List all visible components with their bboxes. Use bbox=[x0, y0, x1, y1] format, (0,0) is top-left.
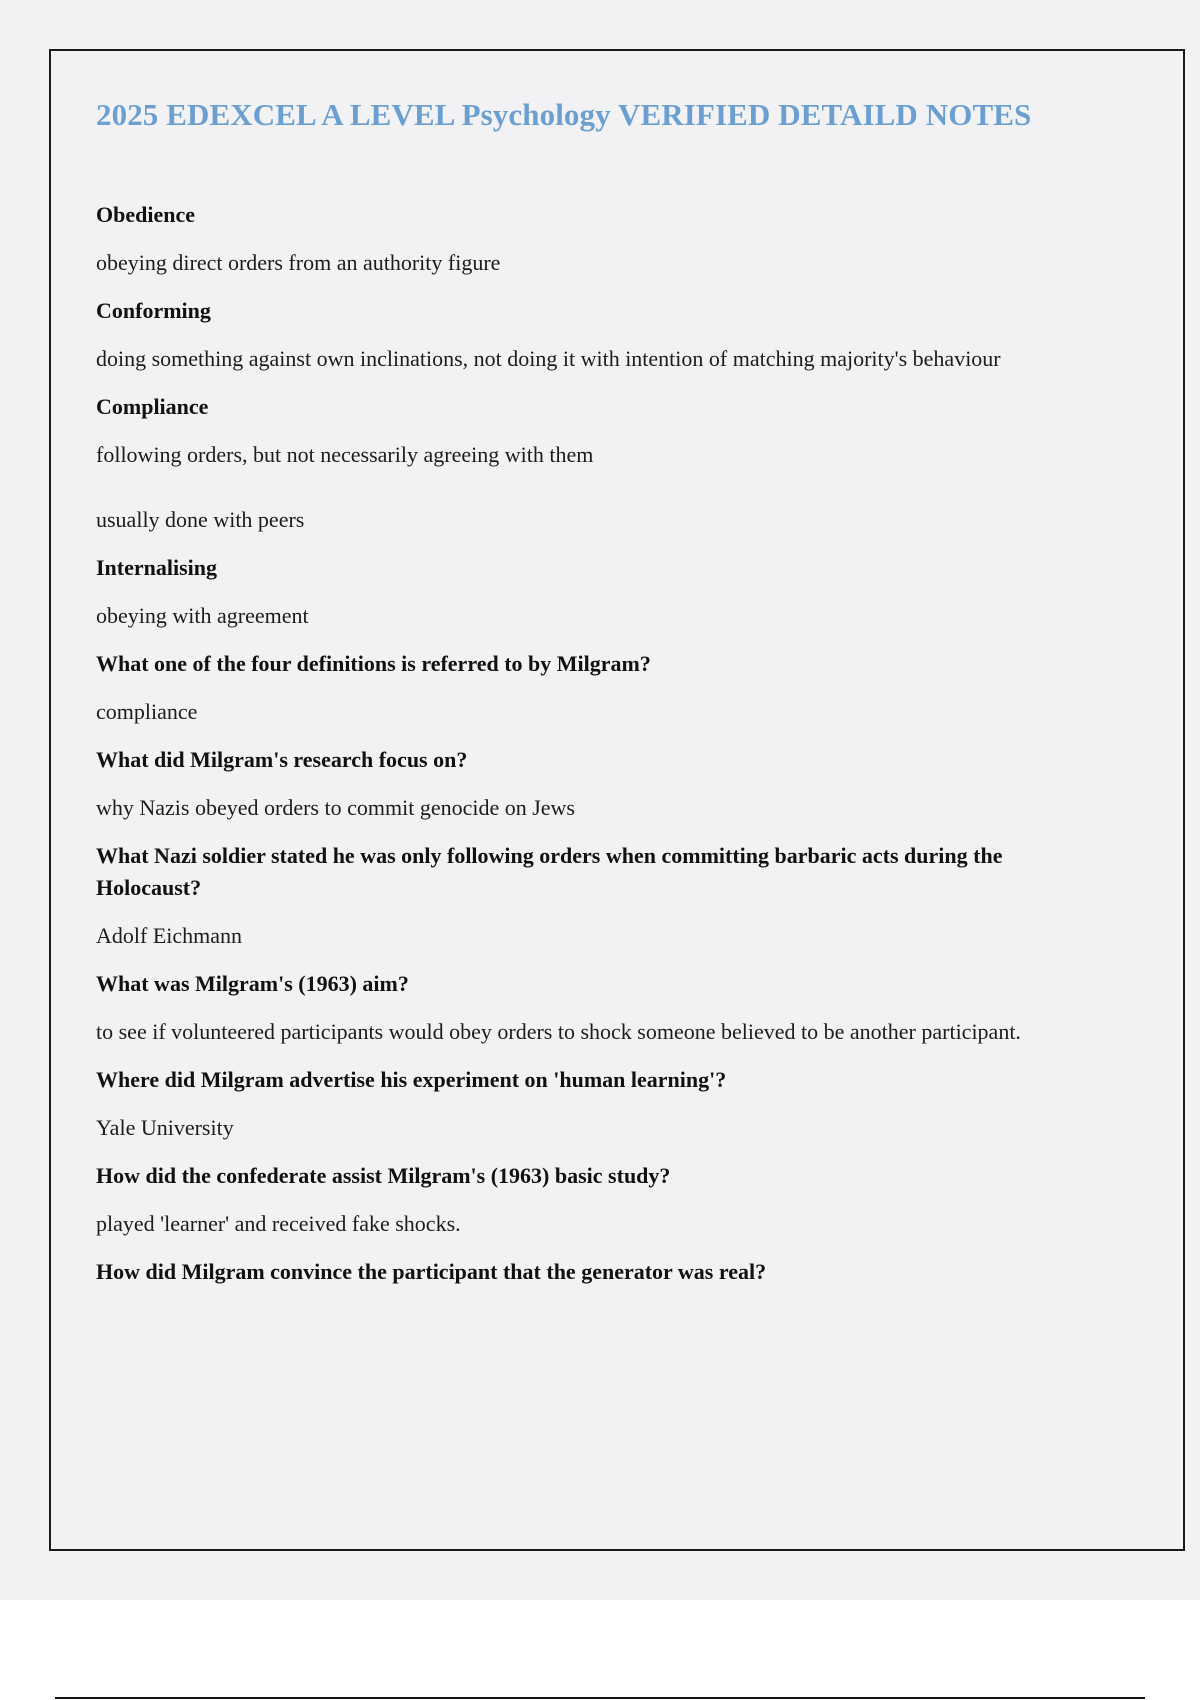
term-heading: Compliance bbox=[96, 394, 209, 419]
question-heading: What one of the four definitions is referred to by Milgram? bbox=[96, 651, 651, 676]
page-bottom-rule bbox=[55, 1697, 1145, 1699]
definition-text: doing something against own inclinations, not doing it with intention of matching majority's behaviour bbox=[96, 346, 1001, 371]
term-heading: Internalising bbox=[96, 555, 218, 580]
definition-text: following orders, but not necessarily agreeing with them bbox=[96, 442, 594, 467]
document-content bbox=[96, 93, 1056, 1304]
answer-text: Yale University bbox=[96, 1115, 234, 1140]
answer-text: why Nazis obeyed orders to commit genocide on Jews bbox=[96, 795, 575, 820]
answer-text: Adolf Eichmann bbox=[96, 923, 243, 948]
answer-text: compliance bbox=[96, 699, 198, 724]
definition-text: usually done with peers bbox=[96, 507, 305, 532]
term-heading: Obedience bbox=[96, 202, 195, 227]
definition-text: obeying with agreement bbox=[96, 603, 309, 628]
answer-text: played 'learner' and received fake shocks. bbox=[96, 1211, 461, 1236]
definition-text: obeying direct orders from an authority figure bbox=[96, 250, 501, 275]
document-title: 2025 EDEXCEL A LEVEL Psychology VERIFIED DETAILD NOTES bbox=[96, 97, 1032, 132]
question-heading: What Nazi soldier stated he was only following orders when committing barbaric acts during the Holocaust? bbox=[96, 843, 1003, 900]
question-heading: What was Milgram's (1963) aim? bbox=[96, 971, 409, 996]
answer-text: to see if volunteered participants would obey orders to shock someone believed to be another participant. bbox=[96, 1019, 1021, 1044]
question-heading: What did Milgram's research focus on? bbox=[96, 747, 468, 772]
question-heading: How did Milgram convince the participant that the generator was real? bbox=[96, 1259, 767, 1284]
term-heading: Conforming bbox=[96, 298, 211, 323]
question-heading: How did the confederate assist Milgram's (1963) basic study? bbox=[96, 1163, 671, 1188]
question-heading: Where did Milgram advertise his experiment on 'human learning'? bbox=[96, 1067, 727, 1092]
notes-list bbox=[96, 199, 1056, 1288]
